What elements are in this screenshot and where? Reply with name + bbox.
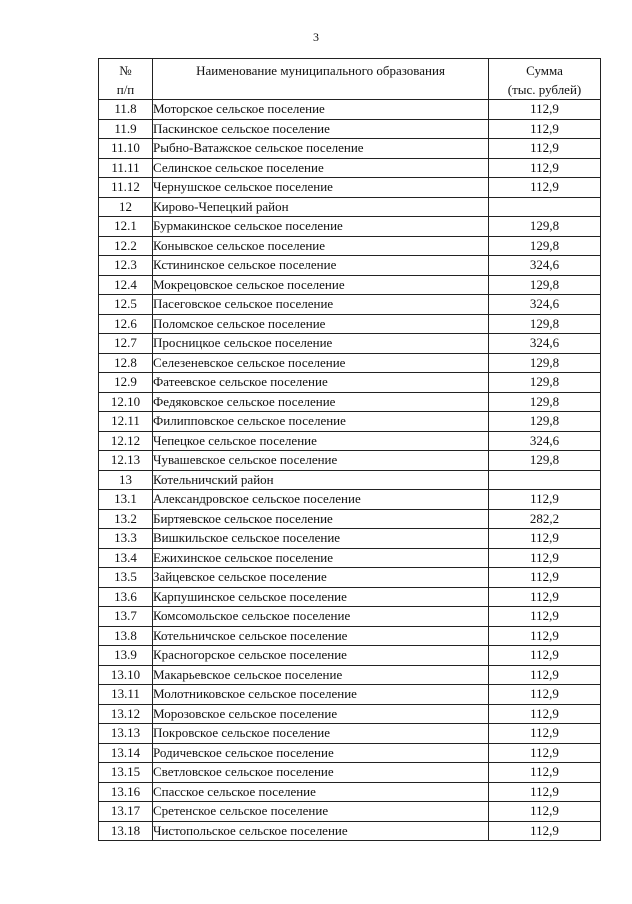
row-name: Пасеговское сельское поселение (153, 295, 489, 315)
page-number: 3 (313, 30, 319, 44)
row-name: Бурмакинское сельское поселение (153, 217, 489, 237)
row-sum: 112,9 (489, 529, 601, 549)
table-row (99, 470, 601, 490)
row-number: 12.12 (99, 431, 153, 451)
row-name: Поломское сельское поселение (153, 314, 489, 334)
row-name: Селезеневское сельское поселение (153, 353, 489, 373)
row-sum: 129,8 (489, 314, 601, 334)
table-row (99, 548, 601, 568)
table-row (99, 607, 601, 627)
row-number: 13.10 (99, 665, 153, 685)
row-name: Александровское сельское поселение (153, 490, 489, 510)
row-number: 12.2 (99, 236, 153, 256)
row-number: 12.6 (99, 314, 153, 334)
table-row (99, 490, 601, 510)
table-row (99, 529, 601, 549)
row-number: 11.12 (99, 178, 153, 198)
row-sum: 129,8 (489, 451, 601, 471)
row-number: 13.7 (99, 607, 153, 627)
row-name: Красногорское сельское поселение (153, 646, 489, 666)
row-number: 12.1 (99, 217, 153, 237)
row-sum: 129,8 (489, 392, 601, 412)
row-name: Макарьевское сельское поселение (153, 665, 489, 685)
row-name: Мокрецовское сельское поселение (153, 275, 489, 295)
table-row (99, 704, 601, 724)
row-number: 13.13 (99, 724, 153, 744)
row-name: Покровское сельское поселение (153, 724, 489, 744)
row-sum: 282,2 (489, 509, 601, 529)
table-row (99, 509, 601, 529)
table-row (99, 724, 601, 744)
row-number: 13.11 (99, 685, 153, 705)
row-sum: 324,6 (489, 334, 601, 354)
row-sum: 112,9 (489, 782, 601, 802)
row-name: Фатеевское сельское поселение (153, 373, 489, 393)
row-number: 13 (99, 470, 153, 490)
row-name: Кстининское сельское поселение (153, 256, 489, 276)
row-name: Моторское сельское поселение (153, 100, 489, 120)
row-number: 11.11 (99, 158, 153, 178)
row-name: Чувашевское сельское поселение (153, 451, 489, 471)
row-sum: 112,9 (489, 100, 601, 120)
row-number: 11.10 (99, 139, 153, 159)
table-row (99, 412, 601, 432)
row-number: 12.10 (99, 392, 153, 412)
row-sum (489, 197, 601, 217)
row-number: 12.8 (99, 353, 153, 373)
row-name: Кирово-Чепецкий район (153, 197, 489, 217)
row-sum: 112,9 (489, 724, 601, 744)
row-number: 13.5 (99, 568, 153, 588)
row-number: 13.1 (99, 490, 153, 510)
row-sum: 112,9 (489, 568, 601, 588)
row-name: Комсомольское сельское поселение (153, 607, 489, 627)
row-number: 13.17 (99, 802, 153, 822)
row-sum: 129,8 (489, 275, 601, 295)
table-row (99, 763, 601, 783)
row-name: Зайцевское сельское поселение (153, 568, 489, 588)
row-sum: 112,9 (489, 704, 601, 724)
table-body (99, 100, 601, 841)
row-number: 12.13 (99, 451, 153, 471)
row-name: Филипповское сельское поселение (153, 412, 489, 432)
row-sum: 112,9 (489, 685, 601, 705)
row-number: 13.15 (99, 763, 153, 783)
row-name: Карпушинское сельское поселение (153, 587, 489, 607)
row-sum: 112,9 (489, 119, 601, 139)
row-sum: 112,9 (489, 178, 601, 198)
table-row (99, 626, 601, 646)
row-name: Чепецкое сельское поселение (153, 431, 489, 451)
row-sum: 324,6 (489, 431, 601, 451)
table-row (99, 782, 601, 802)
row-number: 13.8 (99, 626, 153, 646)
row-sum: 112,9 (489, 665, 601, 685)
row-sum: 112,9 (489, 139, 601, 159)
row-sum (489, 470, 601, 490)
table-row (99, 451, 601, 471)
row-number: 13.14 (99, 743, 153, 763)
table-row (99, 178, 601, 198)
row-number: 12.11 (99, 412, 153, 432)
row-name: Сретенское сельское поселение (153, 802, 489, 822)
row-sum: 129,8 (489, 353, 601, 373)
row-sum: 129,8 (489, 373, 601, 393)
table-row (99, 275, 601, 295)
table-row (99, 665, 601, 685)
row-number: 13.9 (99, 646, 153, 666)
row-sum: 112,9 (489, 802, 601, 822)
row-number: 12 (99, 197, 153, 217)
row-sum: 129,8 (489, 217, 601, 237)
row-name: Чернушское сельское поселение (153, 178, 489, 198)
table-row (99, 236, 601, 256)
row-name: Спасское сельское поселение (153, 782, 489, 802)
table-row (99, 217, 601, 237)
row-sum: 129,8 (489, 236, 601, 256)
row-number: 13.16 (99, 782, 153, 802)
row-sum: 112,9 (489, 607, 601, 627)
row-number: 13.18 (99, 821, 153, 841)
row-name: Просницкое сельское поселение (153, 334, 489, 354)
row-number: 13.4 (99, 548, 153, 568)
table-row (99, 119, 601, 139)
row-number: 12.7 (99, 334, 153, 354)
table-row (99, 685, 601, 705)
row-sum: 112,9 (489, 587, 601, 607)
row-name: Рыбно-Ватажское сельское поселение (153, 139, 489, 159)
table-row (99, 197, 601, 217)
table-row (99, 139, 601, 159)
table-row (99, 256, 601, 276)
row-number: 12.3 (99, 256, 153, 276)
row-sum: 112,9 (489, 158, 601, 178)
header-name: Наименование муниципального образования (153, 59, 489, 100)
table-row (99, 353, 601, 373)
table-row (99, 100, 601, 120)
row-number: 13.6 (99, 587, 153, 607)
row-name: Котельничское сельское поселение (153, 626, 489, 646)
row-number: 13.3 (99, 529, 153, 549)
row-sum: 112,9 (489, 646, 601, 666)
row-number: 12.9 (99, 373, 153, 393)
table-row (99, 568, 601, 588)
row-name: Светловское сельское поселение (153, 763, 489, 783)
table-row (99, 802, 601, 822)
row-number: 11.9 (99, 119, 153, 139)
row-number: 11.8 (99, 100, 153, 120)
row-name: Чистопольское сельское поселение (153, 821, 489, 841)
table-row (99, 158, 601, 178)
row-sum: 324,6 (489, 295, 601, 315)
table-header-row (99, 59, 601, 100)
row-name: Вишкильское сельское поселение (153, 529, 489, 549)
row-name: Родичевское сельское поселение (153, 743, 489, 763)
row-name: Ежихинское сельское поселение (153, 548, 489, 568)
row-name: Паскинское сельское поселение (153, 119, 489, 139)
table-row (99, 392, 601, 412)
row-name: Федяковское сельское поселение (153, 392, 489, 412)
row-name: Биртяевское сельское поселение (153, 509, 489, 529)
row-number: 13.2 (99, 509, 153, 529)
row-sum: 112,9 (489, 821, 601, 841)
allocation-table (98, 58, 601, 841)
row-name: Котельничский район (153, 470, 489, 490)
row-sum: 324,6 (489, 256, 601, 276)
row-sum: 112,9 (489, 548, 601, 568)
table-row (99, 821, 601, 841)
table-row (99, 314, 601, 334)
row-sum: 112,9 (489, 626, 601, 646)
row-name: Конывское сельское поселение (153, 236, 489, 256)
table-row (99, 295, 601, 315)
table-row (99, 587, 601, 607)
table-row (99, 646, 601, 666)
table-row (99, 334, 601, 354)
row-sum: 129,8 (489, 412, 601, 432)
row-name: Молотниковское сельское поселение (153, 685, 489, 705)
table-row (99, 743, 601, 763)
table-row (99, 431, 601, 451)
header-sum: Сумма (тыс. рублей) (489, 59, 601, 100)
table-row (99, 373, 601, 393)
row-sum: 112,9 (489, 490, 601, 510)
row-name: Морозовское сельское поселение (153, 704, 489, 724)
row-name: Селинское сельское поселение (153, 158, 489, 178)
row-sum: 112,9 (489, 763, 601, 783)
row-number: 12.5 (99, 295, 153, 315)
row-sum: 112,9 (489, 743, 601, 763)
header-number: № п/п (99, 59, 153, 100)
row-number: 13.12 (99, 704, 153, 724)
row-number: 12.4 (99, 275, 153, 295)
